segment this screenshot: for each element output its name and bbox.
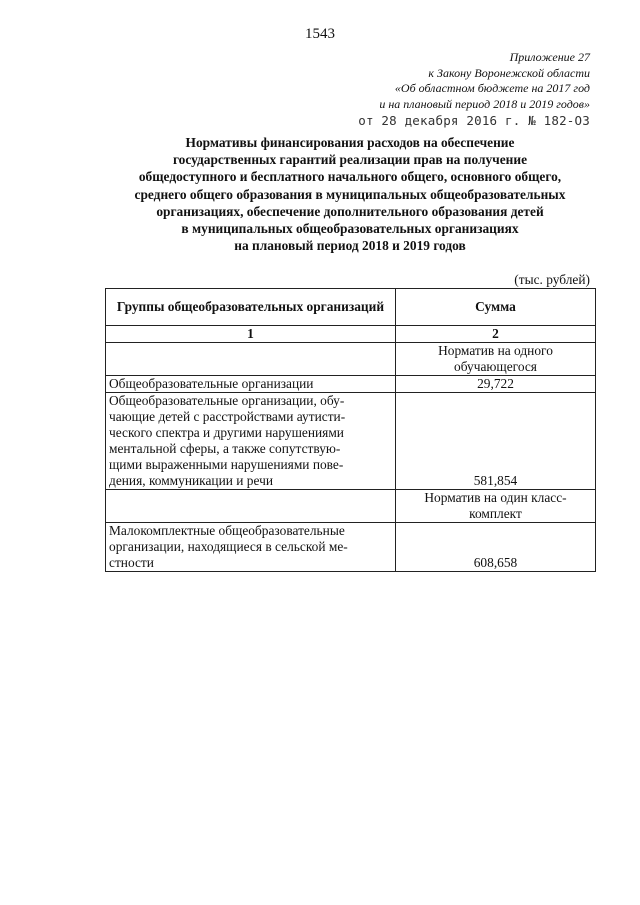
- sum-cell: 29,722: [396, 376, 596, 393]
- sum-cell: 581,854: [396, 393, 596, 490]
- law-date-stamp: от 28 декабря 2016 г. № 182-ОЗ: [358, 113, 590, 128]
- column-header-groups: Группы общеобразовательных организаций: [106, 289, 396, 326]
- norm-type-cell: Норматив на один класс-комплект: [396, 490, 596, 523]
- table-row: [106, 523, 596, 572]
- appendix-line: «Об областном бюджете на 2017 год: [394, 81, 590, 95]
- title-line: среднего общего образования в муниципальных общеобразовательных: [134, 186, 566, 202]
- appendix-line: и на плановый период 2018 и 2019 годов»: [379, 96, 590, 111]
- table-row: [106, 393, 596, 490]
- title-line: организациях, обеспечение дополнительного образования детей: [156, 203, 544, 219]
- sum-cell: 608,658: [396, 523, 596, 572]
- column-number: 2: [396, 326, 596, 343]
- group-cell: Общеобразовательные организации: [106, 376, 396, 393]
- column-number: 1: [106, 326, 396, 343]
- table-row: [106, 490, 596, 523]
- table-row: [106, 376, 596, 393]
- units-label: (тыс. рублей): [514, 272, 590, 287]
- norm-type-cell: Норматив на одного обучающегося: [396, 343, 596, 376]
- table-row: [106, 343, 596, 376]
- norms-table: [105, 288, 596, 572]
- appendix-line: Приложение 27: [509, 50, 590, 64]
- group-cell: [106, 490, 396, 523]
- document-title: [90, 134, 610, 254]
- group-cell: Общеобразовательные организации, обу- чающие детей с расстройствами аутисти- ческого спектра и другими нарушениями ментальной сферы, а также сопутствую- щими выраженными нарушениями пове- дения, коммуникации и речи: [106, 393, 396, 490]
- column-header-sum: Сумма: [396, 289, 596, 326]
- page-number: 1543: [305, 26, 335, 42]
- title-line: общедоступного и бесплатного начального общего, основного общего,: [138, 169, 562, 185]
- title-line: на плановый период 2018 и 2019 годов: [234, 238, 466, 254]
- title-line: Нормативы финансирования расходов на обеспечение: [185, 135, 515, 150]
- appendix-line: к Закону Воронежской области: [428, 65, 590, 80]
- table-header-row: [106, 289, 596, 326]
- group-cell: [106, 343, 396, 376]
- column-number-row: [106, 326, 596, 343]
- title-line: в муниципальных общеобразовательных организациях: [181, 221, 519, 237]
- group-cell: Малокомплектные общеобразовательные организации, находящиеся в сельской ме- стности: [106, 523, 396, 572]
- title-line: государственных гарантий реализации прав на получение: [172, 152, 528, 168]
- appendix-header: [379, 50, 590, 112]
